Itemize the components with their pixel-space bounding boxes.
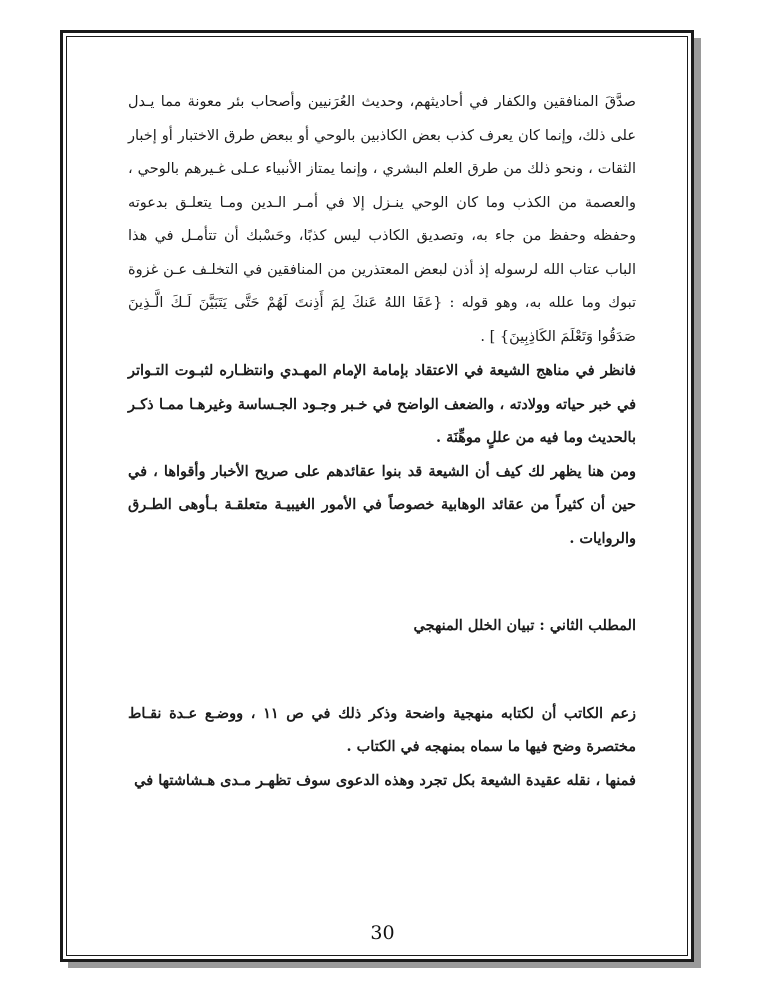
paragraph-2: فانظر في مناهج الشيعة في الاعتقاد بإمامة الإمام المهـدي وانتظـاره لثبـوت التـواتر في خبر حياته وولادته ، والضعف الواضح في خـبر وجـود الجـساسة وغيرهـا ممـا ذكـر بالحديث وما فيه من عللٍ موهِّنَة . [128, 362, 636, 446]
paragraph-1: صدَّقَ المنافقين والكفار في أحاديثهم، وحديث العُرَنيين وأصحاب بئر معونة مما يـدل على ذلك، وإنما كان يعرف كذب بعض الكاذبين بالوحي أو ببعض طرق الاختبار أو إخبار الثقات ، ونحو ذلك من طرق العلم البشري ، وإنما يمتاز الأنبياء عـلى غـيرهم بالوحي ، والعصمة من الكذب وما كان الوحي ينـزل إلا في أمـر الـدين ومـا يتعلـق بدعوته وحفظه وحفظ من جاء به، وتصديق الكاذب ليس كذبًا، وحَسْبك أن تتأمـل في هذا الباب عتاب الله لرسوله إذ أذن لبعض المعتذرين من المنافقين في التخلـف عـن غزوة تبوك وما علله به، وهو قوله : {عَفَا اللهُ عَنكَ لِمَ أَذِنتَ لَهُمْ حَتَّى يَتَبَيَّنَ لَـكَ الَّـذِينَ صَدَقُوا وَتَعْلَمَ الكَاذِبِينَ} ] . [128, 94, 636, 345]
page-shadow-bottom [68, 962, 701, 968]
paragraph-3: ومن هنا يظهر لك كيف أن الشيعة قد بنوا عقائدهم على صريح الأخبار وأقواها ، في حين أن كثيراً من عقائد الوهابية خصوصاً في الأمور الغيبيـة متعلقـة بـأوهى الطـرق والروايات . [128, 462, 636, 547]
section-heading: المطلب الثاني : تبيان الخلل المنهجي [413, 617, 636, 634]
paragraph-4: زعم الكاتب أن لكتابه منهجية واضحة وذكر ذلك في ص ١١ ، ووضـع عـدة نقـاط مختصرة وضح فيها ما سماه بمنهجه في الكتاب . [128, 704, 636, 755]
page-shadow-right [694, 38, 701, 968]
page-number: 30 [370, 922, 395, 944]
page-body [128, 86, 636, 797]
paragraph-5: فمنها ، نقله عقيدة الشيعة بكل تجرد وهذه الدعوى سوف تظهـر مـدى هـشاشتها في [134, 771, 636, 789]
